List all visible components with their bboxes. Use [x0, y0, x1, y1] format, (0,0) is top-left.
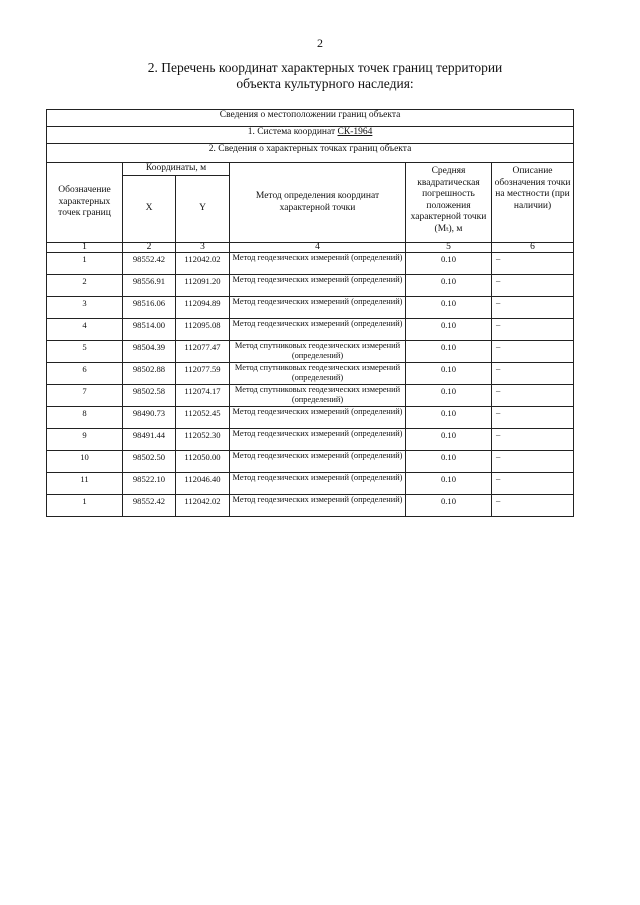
cell-description: – [492, 341, 574, 363]
cell-method: Метод спутниковых геодезических измерений (определений) [230, 363, 406, 385]
cell-y: 112074.17 [176, 385, 230, 407]
document-title [120, 60, 530, 92]
cell-method: Метод геодезических измерений (определений) [230, 407, 406, 429]
cell-x: 98502.88 [123, 363, 176, 385]
table-row [47, 275, 574, 297]
cell-accuracy: 0.10 [406, 275, 492, 297]
table-row [47, 473, 574, 495]
cell-y: 112091.20 [176, 275, 230, 297]
cell-description: – [492, 253, 574, 275]
header-point: Обозначение характерных точек границ [47, 163, 123, 243]
cell-accuracy: 0.10 [406, 495, 492, 517]
cell-point: 1 [47, 495, 123, 517]
cell-x: 98552.42 [123, 495, 176, 517]
page-number: 2 [317, 36, 323, 50]
column-number: 3 [176, 243, 230, 253]
cell-point: 10 [47, 451, 123, 473]
column-number: 5 [406, 243, 492, 253]
cell-y: 112052.45 [176, 407, 230, 429]
cell-point: 2 [47, 275, 123, 297]
table-row [47, 451, 574, 473]
cell-description: – [492, 275, 574, 297]
cell-method: Метод геодезических измерений (определений) [230, 495, 406, 517]
cell-point: 9 [47, 429, 123, 451]
table-row [47, 319, 574, 341]
cell-y: 112052.30 [176, 429, 230, 451]
cell-point: 5 [47, 341, 123, 363]
coordinates-table [46, 109, 574, 517]
cell-description: – [492, 319, 574, 341]
cell-description: – [492, 363, 574, 385]
points-info-row: 2. Сведения о характерных точках границ объекта [47, 144, 574, 163]
header-accuracy: Средняя квадратическая погрешность положения характерной точки (Mₜ), м [406, 163, 492, 243]
column-number: 4 [230, 243, 406, 253]
cell-description: – [492, 429, 574, 451]
cell-x: 98490.73 [123, 407, 176, 429]
cell-method: Метод геодезических измерений (определений) [230, 253, 406, 275]
table-row [47, 407, 574, 429]
header-coordinates: Координаты, м [123, 163, 230, 176]
table-row [47, 385, 574, 407]
cell-accuracy: 0.10 [406, 429, 492, 451]
cell-x: 98514.00 [123, 319, 176, 341]
document-title-line-2: объекта культурного наследия: [236, 76, 414, 91]
cell-accuracy: 0.10 [406, 385, 492, 407]
column-number: 2 [123, 243, 176, 253]
cell-accuracy: 0.10 [406, 319, 492, 341]
cell-method: Метод геодезических измерений (определений) [230, 473, 406, 495]
table-row [47, 429, 574, 451]
table-row [47, 363, 574, 385]
column-number: 6 [492, 243, 574, 253]
cell-y: 112042.02 [176, 495, 230, 517]
cell-accuracy: 0.10 [406, 253, 492, 275]
header-x: X [123, 176, 176, 243]
cell-accuracy: 0.10 [406, 451, 492, 473]
cell-point: 7 [47, 385, 123, 407]
cell-x: 98522.10 [123, 473, 176, 495]
cell-y: 112077.59 [176, 363, 230, 385]
table-row [47, 341, 574, 363]
section-title: Сведения о местоположении границ объекта [47, 110, 574, 127]
cell-y: 112095.08 [176, 319, 230, 341]
cell-point: 1 [47, 253, 123, 275]
cell-description: – [492, 495, 574, 517]
cell-accuracy: 0.10 [406, 473, 492, 495]
coordinate-system-row [47, 127, 574, 144]
cell-method: Метод геодезических измерений (определений) [230, 429, 406, 451]
cell-x: 98504.39 [123, 341, 176, 363]
cell-x: 98556.91 [123, 275, 176, 297]
table-row [47, 253, 574, 275]
table-row [47, 495, 574, 517]
cell-x: 98552.42 [123, 253, 176, 275]
cell-x: 98502.58 [123, 385, 176, 407]
cell-accuracy: 0.10 [406, 297, 492, 319]
header-y: Y [176, 176, 230, 243]
cell-accuracy: 0.10 [406, 407, 492, 429]
cell-y: 112042.02 [176, 253, 230, 275]
cell-y: 112094.89 [176, 297, 230, 319]
cell-method: Метод геодезических измерений (определений) [230, 275, 406, 297]
cell-point: 11 [47, 473, 123, 495]
cell-y: 112050.00 [176, 451, 230, 473]
cell-point: 8 [47, 407, 123, 429]
coordinate-system-value: СК-1964 [337, 127, 373, 137]
column-number: 1 [47, 243, 123, 253]
cell-accuracy: 0.10 [406, 341, 492, 363]
cell-x: 98491.44 [123, 429, 176, 451]
cell-method: Метод спутниковых геодезических измерений (определений) [230, 341, 406, 363]
cell-description: – [492, 407, 574, 429]
cell-description: – [492, 385, 574, 407]
cell-x: 98502.50 [123, 451, 176, 473]
cell-method: Метод геодезических измерений (определений) [230, 319, 406, 341]
cell-accuracy: 0.10 [406, 363, 492, 385]
coordinate-system-label: 1. Система координат [247, 127, 338, 137]
header-description: Описание обозначения точки на местности (при наличии) [492, 163, 574, 243]
cell-method: Метод геодезических измерений (определений) [230, 451, 406, 473]
header-method: Метод определения координат характерной точки [230, 163, 406, 243]
cell-y: 112077.47 [176, 341, 230, 363]
cell-point: 4 [47, 319, 123, 341]
cell-y: 112046.40 [176, 473, 230, 495]
cell-method: Метод спутниковых геодезических измерений (определений) [230, 385, 406, 407]
cell-point: 3 [47, 297, 123, 319]
table-row [47, 297, 574, 319]
cell-x: 98516.06 [123, 297, 176, 319]
document-title-line-1: 2. Перечень координат характерных точек границ территории [147, 60, 503, 75]
cell-method: Метод геодезических измерений (определений) [230, 297, 406, 319]
cell-description: – [492, 297, 574, 319]
cell-point: 6 [47, 363, 123, 385]
cell-description: – [492, 473, 574, 495]
cell-description: – [492, 451, 574, 473]
